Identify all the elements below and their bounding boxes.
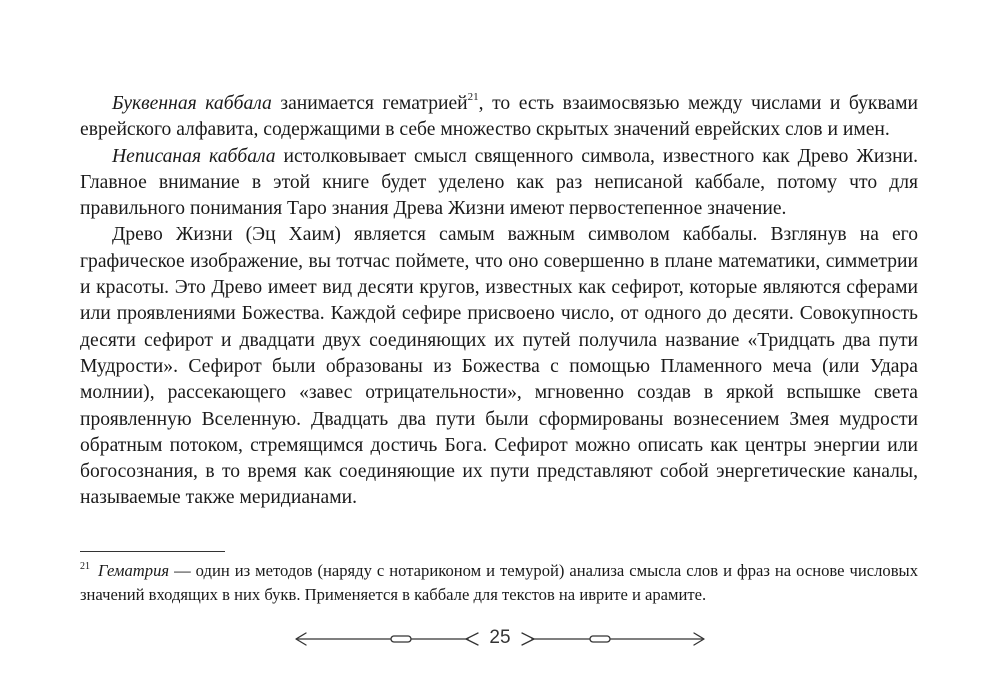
paragraph-2 (80, 144, 918, 223)
footnote-number: 21 (80, 561, 90, 573)
paragraph-text: , то есть взаимосвязью между числами и буквами еврейского алфавита, содержащими в себе множество скрытых значений еврейских слов и имен. (80, 93, 919, 141)
footnote-term: Гематрия (98, 561, 170, 580)
paragraph-text: занимается гематрией (271, 93, 468, 114)
page-footer (290, 625, 710, 653)
italic-term: Неписаная каббала (112, 145, 276, 167)
paragraph-1 (80, 91, 918, 144)
footnote-definition: — один из методов (наряду с нотариконом и темурой) анализа смысла слов и фраз на основе числовых значений входящих в них букв. Применяется в каббале для текстов на иврите и арамите. (80, 561, 918, 604)
main-text (80, 91, 918, 512)
page-number: 25 (489, 627, 511, 648)
italic-term: Буквенная каббала (112, 93, 272, 114)
footnote-divider (80, 551, 225, 552)
footnote-reference[interactable]: 21 (467, 91, 479, 104)
paragraph-text: истолковывает смысл священного символа, известного как Древо Жизни. Главное внимание в этой книге будет уделено как раз неписаной каббале, потому что для правильного понимания Таро знания Древа Жизни имеют первостепенное значение. (80, 145, 918, 220)
paragraph-3: Древо Жизни (Эц Хаим) является самым важным символом каббалы. Взглянув на его графическое изображение, вы тотчас поймете, что оно совершенно в плане математики, симметрии и красоты. Это Древо имеет вид десяти кругов, известных как сефирот, которые являются сферами или проявлениями Божества. Каждой сефире присвоено число, от одного до десяти. Совокупность десяти сефирот и двадцати двух соединяющих их путей получила название «Тридцать два пути Мудрости». Сефирот были образованы из Божества с помощью Пламенного меча (или Удара молнии), рассекающего «завес отрицательности», мгновенно создав в яркой вспышке света проявленную Вселенную. Двадцать два пути были сформированы вознесением Змея мудрости обратным потоком, стремящимся достичь Бога. Сефирот можно описать как центры энергии или богосознания, в то время как соединяющие их пути представляют собой энергетические каналы, называемые также меридианами. (80, 224, 918, 509)
footnote-text (80, 559, 918, 607)
footnote (80, 559, 918, 607)
